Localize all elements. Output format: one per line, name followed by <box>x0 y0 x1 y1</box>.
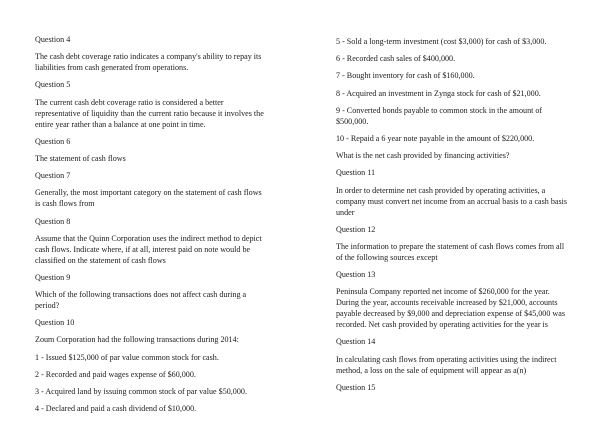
question-text: In calculating cash flows from operating activities using the indirect method, a loss on the sale of equipment will appear as a(n) <box>336 354 557 375</box>
question-heading: Question 10 <box>35 318 75 328</box>
question-heading: Question 9 <box>35 272 71 282</box>
question-heading: Question 11 <box>336 168 376 178</box>
question-text: Which of the following transactions does not affect cash during a period? <box>35 290 247 311</box>
question-heading: Question 7 <box>35 171 71 181</box>
question-heading: Question 14 <box>336 337 376 347</box>
question-text: The cash debt coverage ratio indicates a company's ability to repay its liabilities from cash generated from operations. <box>35 52 262 73</box>
question-heading: Question 15 <box>336 382 376 392</box>
question-text: Assume that the Quinn Corporation uses the indirect method to depict cash flows. Indicate where, if at all, interest paid on note would be classified on the statement of cash flows <box>35 233 262 265</box>
question-text: The statement of cash flows <box>35 153 126 163</box>
transaction-item: 8 - Acquired an investment in Zynga stock for cash of $21,000. <box>336 88 541 98</box>
transaction-item: 6 - Recorded cash sales of $400,000. <box>336 54 456 64</box>
transaction-item: 4 - Declared and paid a cash dividend of $10,000. <box>35 404 197 414</box>
transaction-item: 5 - Sold a long-term investment (cost $3,000) for cash of $3,000. <box>336 37 547 46</box>
question-heading: Question 13 <box>336 270 376 280</box>
left-column <box>35 34 265 420</box>
transaction-item: 2 - Recorded and paid wages expense of $60,000. <box>35 369 196 379</box>
question-heading: Question 12 <box>336 224 376 234</box>
question-heading: Question 8 <box>35 216 71 226</box>
transaction-item: 7 - Bought inventory for cash of $160,000. <box>336 71 475 81</box>
question-text: Generally, the most important category on the statement of cash flows is cash flows from <box>35 188 262 209</box>
question-heading: Question 5 <box>35 80 71 90</box>
transaction-item: 9 - Converted bonds payable to common stock in the amount of $500,000. <box>336 105 543 126</box>
question-heading: Question 4 <box>35 35 71 44</box>
transaction-item: 1 - Issued $125,000 of par value common stock for cash. <box>35 352 219 362</box>
question-text: The information to prepare the statement of cash flows comes from all of the following sources except <box>336 241 565 262</box>
question-text: What is the net cash provided by financing activities? <box>336 151 510 161</box>
question-text: Peninsula Company reported net income of $260,000 for the year. During the year, accounts receivable increased by $21,000, accounts payable decreased by $9,000 and depreciation expense of $45,000 was recorded. Net cash provided by operating activities for the year is <box>336 287 566 330</box>
question-text: In order to determine net cash provided by operating activities, a company must convert net income from an accrual basis to a cash basis under <box>336 185 568 217</box>
right-column <box>336 36 568 399</box>
question-heading: Question 6 <box>35 136 71 146</box>
question-text: The current cash debt coverage ratio is considered a better representative of liquidity than the current ratio because it involves the entire year rather than a balance at one point in time. <box>35 97 264 129</box>
transaction-item: 10 - Repaid a 6 year note payable in the amount of $220,000. <box>336 133 535 143</box>
question-text: Zoum Corporation had the following transactions during 2014: <box>35 335 239 345</box>
transaction-item: 3 - Acquired land by issuing common stock of par value $50,000. <box>35 387 247 396</box>
